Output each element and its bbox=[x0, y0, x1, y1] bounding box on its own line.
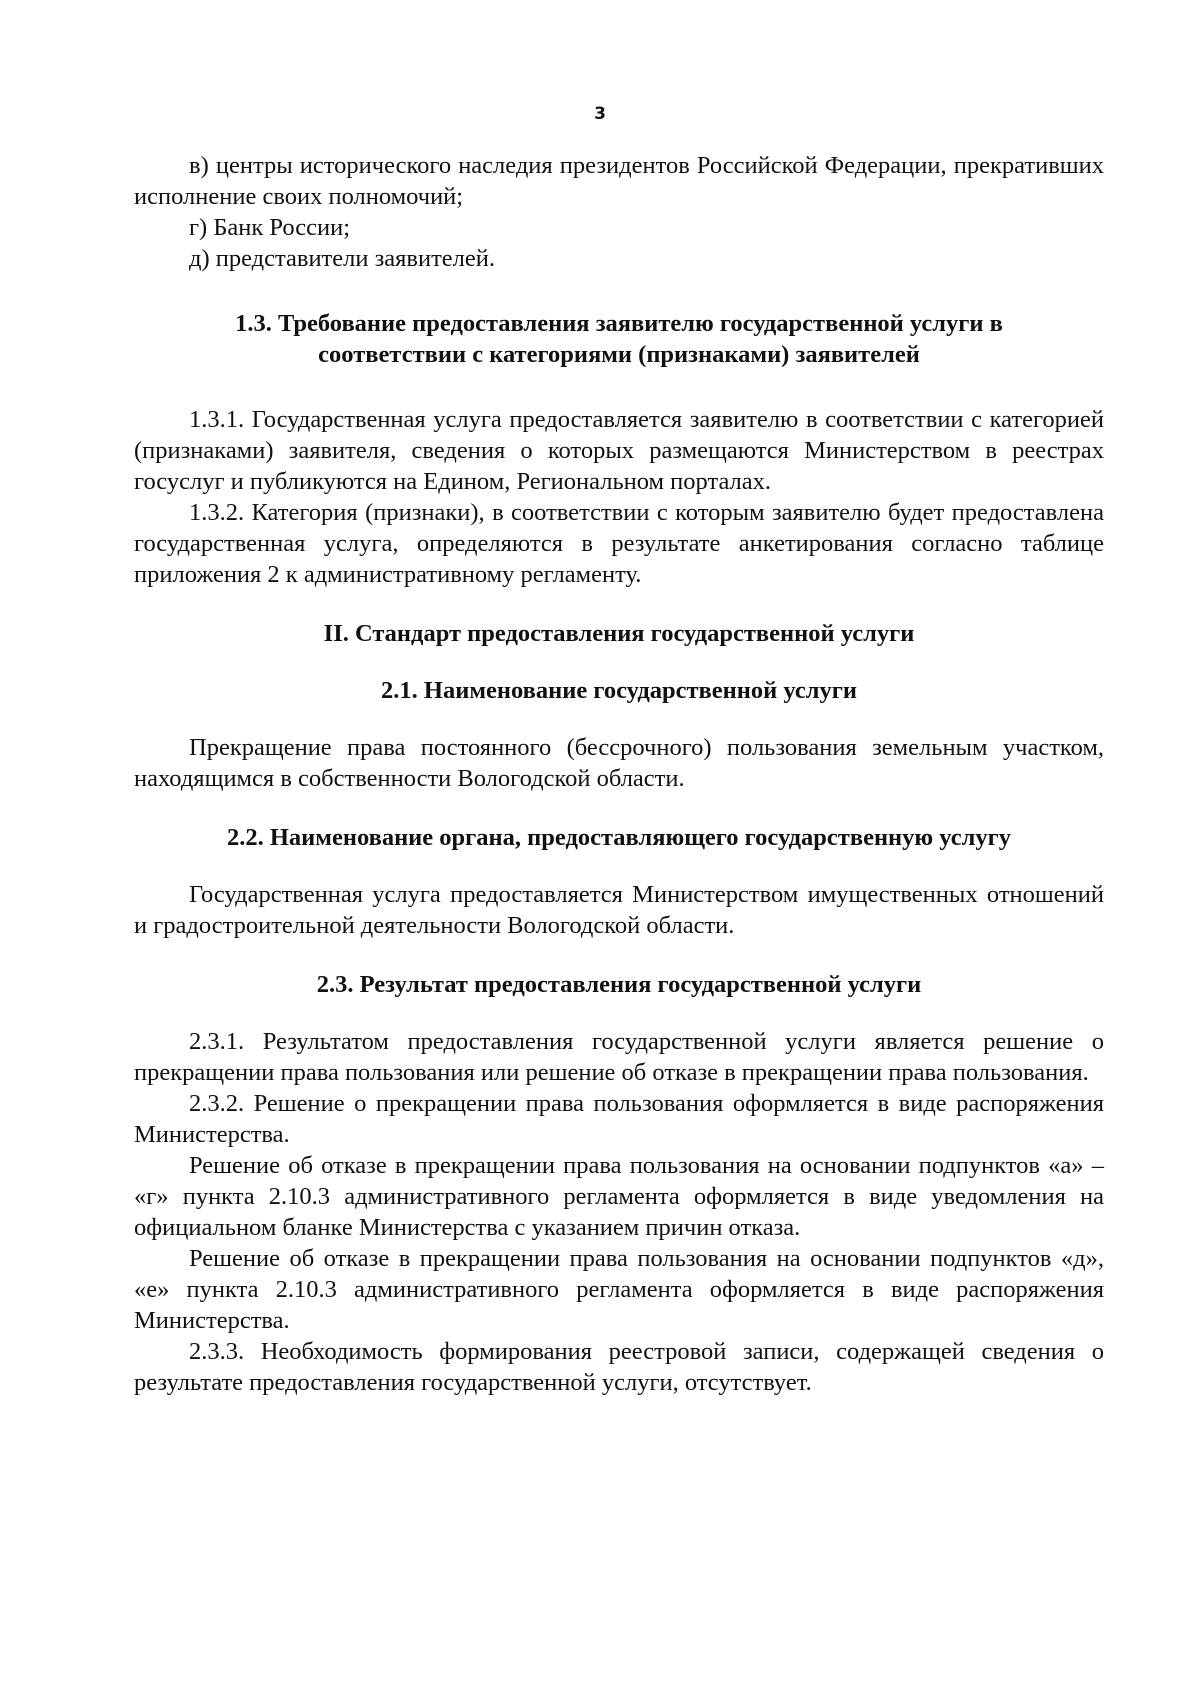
paragraph-2-3-3: 2.3.3. Необходимость формирования реестровой записи, содержащей сведения о результате предоставления государственной услуги, отсутствует. bbox=[134, 1338, 1104, 1396]
document-body bbox=[134, 150, 1104, 1398]
intro-paragraph-v: в) центры исторического наследия президентов Российской Федерации, прекративших исполнение своих полномочий; bbox=[134, 152, 1104, 210]
spacer bbox=[134, 706, 1104, 732]
paragraph-1-3-2: 1.3.2. Категория (признаки), в соответствии с которым заявителю будет предоставлена государственная услуга, определяются в результате анкетирования согласно таблице приложения 2 к административному регламенту. bbox=[134, 499, 1104, 588]
section-2-heading: II. Стандарт предоставления государственной услуги bbox=[323, 620, 915, 647]
section-2-3-heading: 2.3. Результат предоставления государственной услуги bbox=[316, 971, 922, 998]
spacer bbox=[134, 941, 1104, 969]
section-2-1-heading: 2.1. Наименование государственной услуги bbox=[381, 677, 857, 704]
spacer bbox=[134, 590, 1104, 618]
paragraph-2-3-2: 2.3.2. Решение о прекращении права пользования оформляется в виде распоряжения Министерства. bbox=[134, 1090, 1104, 1148]
intro-paragraph-g: г) Банк России; bbox=[189, 214, 351, 241]
section-1-3-heading bbox=[134, 308, 1104, 370]
spacer bbox=[134, 370, 1104, 404]
paragraph-2-3-1: 2.3.1. Результатом предоставления государственной услуги является решение о прекращении права пользования или решение об отказе в прекращении права пользования. bbox=[134, 1028, 1104, 1086]
paragraph-2-3-2-refusal-d-e: Решение об отказе в прекращении права пользования на основании подпунктов «д», «е» пункта 2.10.3 административного регламента оформляется в виде распоряжения Министерства. bbox=[134, 1245, 1104, 1334]
spacer bbox=[134, 649, 1104, 675]
paragraph-2-3-2-refusal-a-g: Решение об отказе в прекращении права пользования на основании подпунктов «а» – «г» пункта 2.10.3 административного регламента оформляется в виде уведомления на официальном бланке Министерства с указанием причин отказа. bbox=[134, 1152, 1104, 1241]
spacer bbox=[134, 794, 1104, 822]
paragraph-1-3-1: 1.3.1. Государственная услуга предоставляется заявителю в соответствии с категорией (признаками) заявителя, сведения о которых размещаются Министерством в реестрах госуслуг и публикуются на Едином, Региональном порталах. bbox=[134, 406, 1104, 495]
spacer bbox=[134, 274, 1104, 308]
page-number: 3 bbox=[594, 104, 606, 124]
section-1-3-heading-line2: соответствии с категориями (признаками) заявителей bbox=[318, 341, 920, 368]
spacer bbox=[134, 853, 1104, 879]
section-2-2-heading: 2.2. Наименование органа, предоставляющего государственную услугу bbox=[226, 824, 1012, 851]
intro-paragraph-d: д) представители заявителей. bbox=[189, 245, 496, 272]
paragraph-2-1: Прекращение права постоянного (бессрочного) пользования земельным участком, находящимся в собственности Вологодской области. bbox=[134, 734, 1104, 792]
paragraph-2-2: Государственная услуга предоставляется Министерством имущественных отношений и градостроительной деятельности Вологодской области. bbox=[134, 881, 1104, 939]
spacer bbox=[134, 1000, 1104, 1026]
section-1-3-heading-line1: 1.3. Требование предоставления заявителю государственной услуги в bbox=[235, 310, 1003, 337]
